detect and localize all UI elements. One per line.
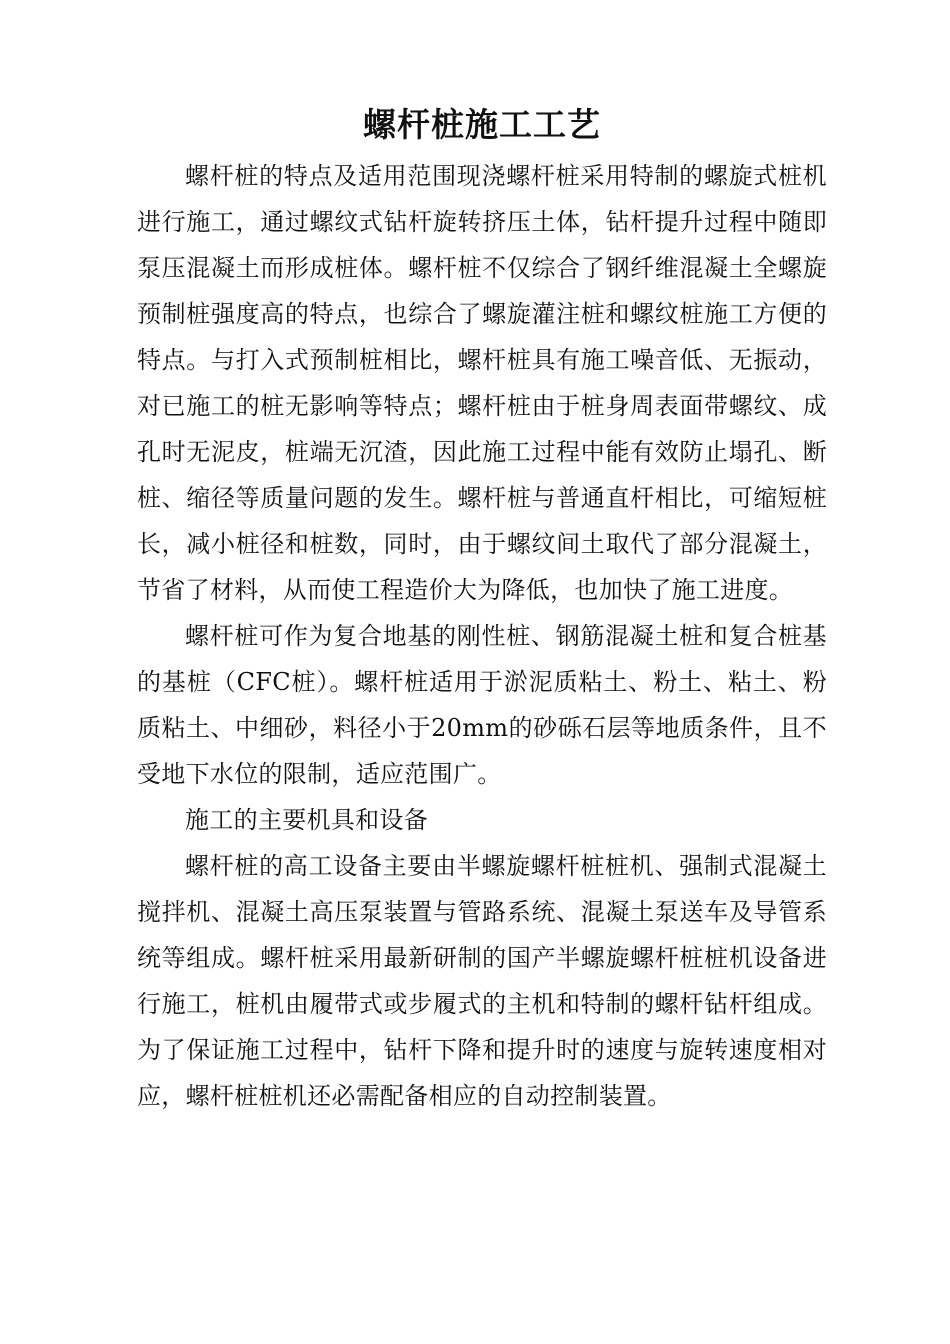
document-title: 螺杆桩施工工艺 <box>363 105 601 144</box>
paragraph-equipment: 螺杆桩的高工设备主要由半螺旋螺杆桩桩机、强制式混凝土搅拌机、混凝土高压泵装置与管路系统、混凝土泵送车及导管系统等组成。螺杆桩采用最新研制的国产半螺旋螺杆桩桩机设备进行施工，桩机由履带式或步履式的主机和特制的螺杆钻杆组成。为了保证施工过程中，钻杆下降和提升时的速度与旋转速度相对应，螺杆桩桩机还必需配备相应的自动控制装置。 <box>137 852 827 1110</box>
paragraph-features: 螺杆桩的特点及适用范围现浇螺杆桩采用特制的螺旋式桩机进行施工，通过螺纹式钻杆旋转挤压土体，钻杆提升过程中随即泵压混凝土而形成桩体。螺杆桩不仅综合了钢纤维混凝土全螺旋预制桩强度高的特点，也综合了螺旋灌注桩和螺纹桩施工方便的特点。与打入式预制桩相比，螺杆桩具有施工噪音低、无振动，对已施工的桩无影响等特点；螺杆桩由于桩身周表面带螺纹、成孔时无泥皮，桩端无沉渣，因此施工过程中能有效防止塌孔、断桩、缩径等质量问题的发生。螺杆桩与普通直杆相比，可缩短桩长，减小桩径和桩数，同时，由于螺纹间土取代了部分混凝土，节省了材料，从而使工程造价大为降低，也加快了施工进度。 <box>137 162 827 604</box>
document-page <box>137 98 827 1119</box>
paragraph-applicability: 螺杆桩可作为复合地基的刚性桩、钢筋混凝土桩和复合桩基的基桩（CFC桩）。螺杆桩适用于淤泥质粘土、粉土、粘土、粉质粘土、中细砂，料径小于20mm的砂砾石层等地质条件，且不受地下水位的限制，适应范围广。 <box>137 622 827 788</box>
paragraph-equipment-heading: 施工的主要机具和设备 <box>185 806 428 834</box>
